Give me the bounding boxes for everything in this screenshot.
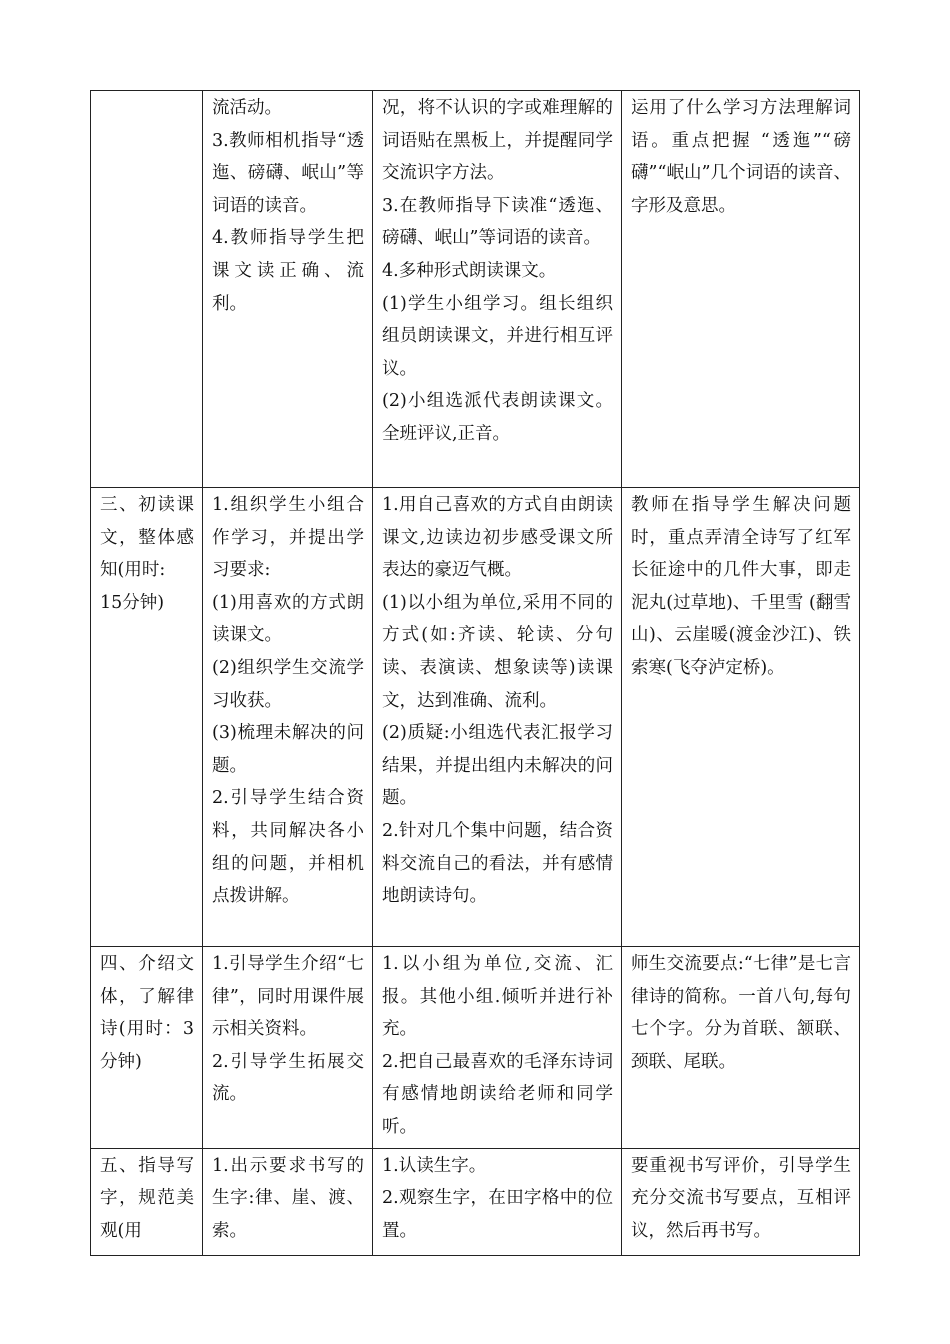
teacher-line: 1.出示要求书写的生字:律、崖、渡、索。 [212,1155,364,1241]
table-row [91,947,860,1149]
teacher-line: 1.引导学生介绍“七律”，同时用课件展示相关资料。 [212,954,364,1040]
student-line: 1.用自己喜欢的方式自由朗读课文,边读边初步感受课文所表达的豪迈气概。 [382,495,613,581]
stage-line: 四、介绍文体，了解律诗(用时：3分钟) [100,954,194,1072]
student-line: 1.认读生字。 [382,1155,487,1176]
student-line: (2)小组选派代表朗读课文。全班评议,正音。 [382,391,613,444]
cell-student [373,1148,622,1255]
cell-student [373,488,622,947]
lesson-plan-table [90,90,860,1256]
cell-stage [91,1148,203,1255]
cell-stage [91,91,203,488]
teacher-line: 1.组织学生小组合作学习，并提出学习要求: [212,495,364,581]
cell-note [622,947,860,1149]
cell-note [622,1148,860,1255]
table-row [91,91,860,488]
student-line: 4.多种形式朗读课文。 [382,260,557,281]
lesson-plan-body [91,91,860,1256]
teacher-line: 2.引导学生拓展交流。 [212,1051,364,1105]
teacher-line: 3.教师相机指导“透迤、磅礴、岷山”等词语的读音。 [212,130,364,216]
note-line: 教师在指导学生解决问题时，重点弄清全诗写了红军长征途中的几件大事，即走泥丸(过草地)、千里雪 (翻雪山)、云崖暖(渡金沙江)、铁索寒(飞夺泸定桥)。 [631,495,851,678]
teacher-line: (2)组织学生交流学习收获。 [212,657,364,711]
table-row [91,488,860,947]
stage-line: 15分钟) [100,592,165,613]
student-line: (2)质疑:小组选代表汇报学习结果，并提出组内未解决的问题。 [382,723,613,809]
cell-teacher [203,1148,373,1255]
student-line: 3.在教师指导下读准“透迤、磅礴、岷山”等词语的读音。 [382,195,613,249]
cell-teacher [203,91,373,488]
teacher-line: 流活动。 [212,98,282,118]
cell-note [622,488,860,947]
student-line: 2.针对几个集中问题，结合资料交流自己的看法，并有感情地朗读诗句。 [382,820,613,907]
cell-teacher [203,488,373,947]
stage-line: 三、初读课文，整体感知(用时: [100,495,194,581]
teacher-line: (3)梳理未解决的问题。 [212,723,364,776]
cell-stage [91,488,203,947]
student-line: (1)以小组为单位,采用不同的方式(如:齐读、轮读、分句读、表演读、想象读等)读课文，达到准确、流利。 [382,592,613,711]
cell-note [622,91,860,488]
cell-teacher [203,947,373,1149]
cell-student [373,947,622,1149]
student-line: 1.以小组为单位,交流、汇报。其他小组.倾听并进行补充。 [382,954,613,1040]
stage-line: 五、指导写字，规范美观(用 [100,1155,194,1241]
teacher-line: 2.引导学生结合资料，共同解决各小组的问题，并相机点拨讲解。 [212,788,364,907]
teacher-line: (1)用喜欢的方式朗读课文。 [212,592,364,646]
cell-student [373,91,622,488]
student-line: (1)学生小组学习。组长组织组员朗读课文，并进行相互评议。 [382,293,613,379]
note-line: 师生交流要点:“七律”是七言律诗的简称。一首八句,每句七个字。分为首联、颔联、颈联、尾联。 [631,954,851,1072]
student-line: 2.把自己最喜欢的毛泽东诗词有感情地朗读给老师和同学听。 [382,1051,613,1137]
table-row [91,1148,860,1255]
student-line: 2.观察生字，在田字格中的位置。 [382,1188,613,1241]
note-line: 运用了什么学习方法理解词语。重点把握 “透迤”“磅礴”“岷山”几个词语的读音、字形及意思。 [631,98,851,216]
cell-stage [91,947,203,1149]
student-line: 况，将不认识的字或难理解的词语贴在黑板上，并提醒同学交流识字方法。 [382,98,613,184]
teacher-line: 4.教师指导学生把课文读正确、流利。 [212,228,364,314]
note-line: 要重视书写评价，引导学生充分交流书写要点，互相评议，然后再书写。 [631,1155,851,1241]
